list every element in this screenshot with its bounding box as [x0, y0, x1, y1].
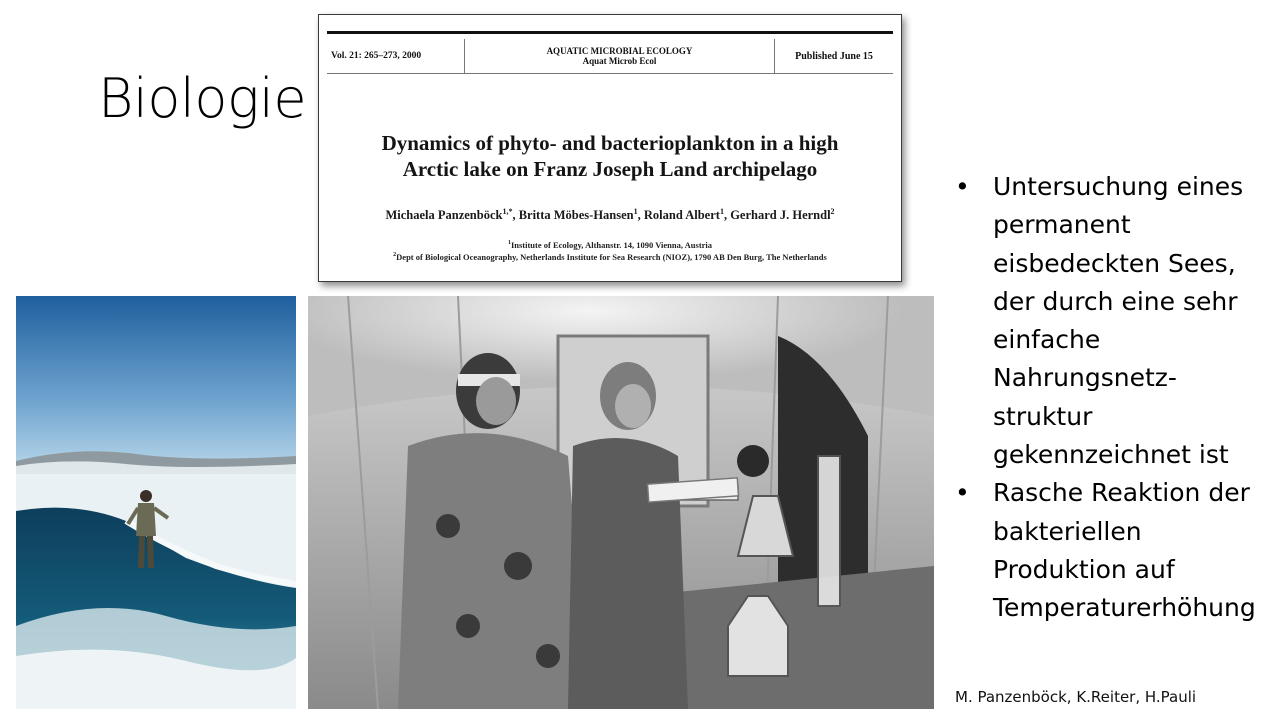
paper-affiliations [319, 239, 901, 264]
journal-name-block [464, 39, 775, 73]
paper-title-line-2: Arctic lake on Franz Joseph Land archipelago [402, 156, 818, 181]
paper-title [319, 131, 901, 182]
publication-date: Published June 15 [795, 50, 873, 62]
slide-title: Biologie [98, 67, 307, 130]
photo-field-lab-graphic [308, 296, 934, 709]
paper-title-line-1: Dynamics of phyto- and bacterioplankton in a high [381, 131, 839, 155]
author-affil-mark: 1 [719, 207, 724, 216]
journal-header [327, 39, 893, 74]
bullet-item: • Rasche Reaktion der bakteriellen Produktion auf Temperaturerhöhung [955, 474, 1275, 627]
author-name: Roland Albert [643, 208, 720, 223]
bullet-item: • Untersuchung eines permanent eisbedeckten Sees, der durch eine sehr einfache Nahrungsnetz-struktur gekennzeichnet ist [955, 168, 1275, 474]
paper-header-image [318, 14, 902, 282]
affiliation-1: $^1$Institute of Ecology, Althanstr. 14, 1090 Vienna, Austria [507, 239, 713, 250]
author-name: Gerhard J. Herndl [730, 208, 831, 223]
affiliation-2: $^2$Dept of Biological Oceanography, Netherlands Institute for Sea Research (NIOZ), 1790 AB Den Burg, The Netherlands [393, 252, 827, 263]
photo-lake-ice [16, 296, 296, 709]
paper-authors: Michaela Panzenböck$^{1,*}$, Britta Möbes-Hansen$^1$, Roland Albert$^1$, Gerhard J. Herndl$^2$ [385, 207, 835, 223]
author-affil-mark: 2 [830, 207, 835, 216]
author-affil-mark: 1,* [502, 207, 513, 216]
journal-abbrev: Aquat Microb Ecol [582, 56, 657, 66]
journal-volume: Vol. 21: 265–273, 2000 [331, 51, 422, 61]
author-affil-mark: 1 [633, 207, 638, 216]
paper-top-rule [327, 31, 893, 34]
bullet-list [955, 168, 1275, 628]
photo-credits: M. Panzenböck, K.Reiter, H.Pauli [955, 688, 1197, 706]
journal-name: AQUATIC MICROBIAL ECOLOGY [546, 45, 693, 56]
photo-lake-ice-graphic [16, 296, 296, 709]
photo-field-lab [308, 296, 934, 709]
author-name: Britta Möbes-Hansen [518, 208, 634, 223]
author-name: Michaela Panzenböck [385, 208, 503, 223]
